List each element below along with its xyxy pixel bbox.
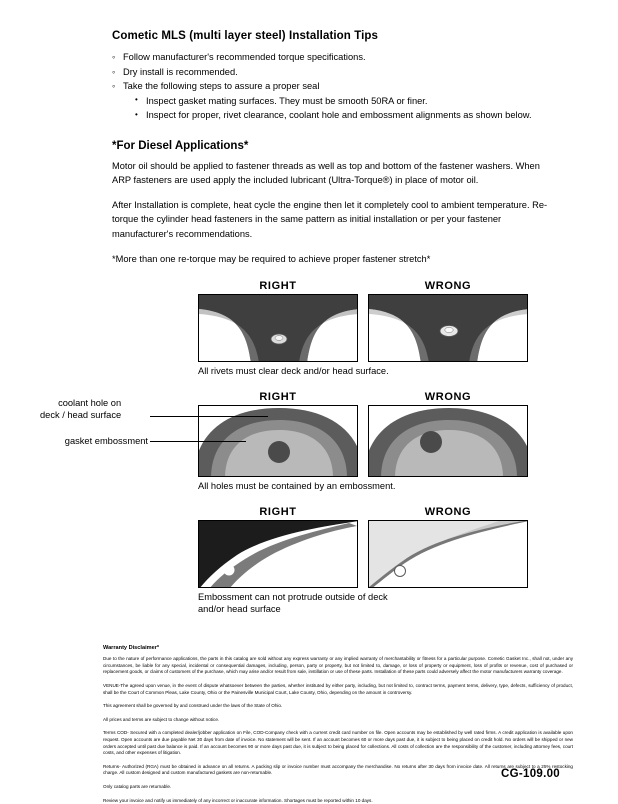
figure-caption-rivets: All rivets must clear deck and/or head surface. bbox=[198, 366, 389, 377]
figure-right-image-embossment bbox=[198, 520, 358, 588]
figure-caption-embossment-line2: and/or head surface bbox=[198, 604, 281, 615]
list-item-label: Inspect gasket mating surfaces. They must be smooth 50RA or finer. bbox=[146, 95, 428, 106]
diesel-paragraph-2: After Installation is complete, heat cycle the engine then let it completely cool to ambient temperature. Re-torque the cylinder head fasteners in the same pattern as initial installation or per your fastener manufacturer's recommendations. bbox=[112, 200, 548, 239]
list-item-label: Take the following steps to assure a proper seal bbox=[123, 81, 320, 91]
figure-wrong-label: WRONG bbox=[424, 391, 472, 404]
figure-group-embossment bbox=[198, 506, 528, 615]
list-item-label: Follow manufacturer's recommended torque specifications. bbox=[123, 52, 366, 62]
warranty-paragraph: Due to the nature of performance applications, the parts in this catalog are sold without any express warranty or any implied warranty of merchantability or fitness for a particular purpose. Cometic Gasket Inc., shall not, under any circumstances, be liable for any special, incidental or consequential damages, including, person, party or property, but not limited to, damage, or loss of property or equipment, loss of profits or revenue, cost of purchased or replacement goods, or claims of customers of the purchase, which may arise and/or result from sale, instillation or use of these parts. Installation of these parts could adversely affect the motor manufacturers warranty coverage. bbox=[103, 656, 573, 675]
warranty-paragraph: VENUE-The agreed upon venue, in the event of dispute whatsoever between the parties, whether instituted by either party, including, but not limited to, contract terms, payment terms, delivery, type, defects, sufficiency of product, shall be the Court of Common Pleas, Lake County, Ohio or the Painesville Municipal Court, Lake County, Ohio, depending on the amount in controversy. bbox=[103, 683, 573, 695]
warranty-heading: Warranty Disclaimer* bbox=[103, 645, 160, 652]
figure-wrong-label: WRONG bbox=[424, 506, 472, 519]
figure-caption-embossment-line1: Embossment can not protrude outside of deck bbox=[198, 592, 388, 603]
coolant-hole-wrong-illustration bbox=[369, 406, 528, 477]
figure-right-label: RIGHT bbox=[259, 280, 297, 293]
dot-bullet-icon: • bbox=[135, 109, 138, 119]
circle-bullet-icon: ◦ bbox=[112, 81, 116, 91]
warranty-paragraph: Terms COD- Secured with a completed dealer/jobber application on File, COD-Company check with a current credit card number on file. Open accounts may be established by well rated firms. A credit application is available upon request. Open accounts are due payable Net 30 days from date of invoice. No statement will be sent. If an account becomes 60 or more days past due, it is subject to being placed on credit hold. No orders will be shipped or new orders accepted until past due balance is paid. If an account becomes 90 or more days past due, it is subject to being placed for collections. All costs of collection are the responsibility of the customer, including attorney fees, court costs, and other expenses of litigation. bbox=[103, 730, 573, 756]
callout-leader-line-1 bbox=[150, 416, 268, 417]
callout-coolant-hole: coolant hole on deck / head surface bbox=[40, 398, 122, 421]
figure-wrong-image-holes bbox=[368, 405, 528, 477]
figure-row bbox=[198, 294, 528, 362]
dot-bullet-icon: • bbox=[135, 95, 138, 104]
document-number: CG-109.00 bbox=[501, 768, 560, 780]
list-item bbox=[135, 108, 578, 123]
figure-labels bbox=[198, 391, 528, 403]
figure-wrong-image-embossment bbox=[368, 520, 528, 588]
figure-right-label: RIGHT bbox=[259, 506, 297, 519]
rivet-wrong-illustration bbox=[369, 295, 528, 362]
figure-group-holes bbox=[40, 391, 528, 492]
figure-right-image-rivets bbox=[198, 294, 358, 362]
figure-group-rivets bbox=[198, 280, 528, 377]
list-item bbox=[112, 50, 578, 65]
figure-labels bbox=[198, 506, 528, 518]
embossment-right-illustration bbox=[199, 521, 358, 588]
diesel-section-heading: *For Diesel Applications* bbox=[112, 139, 249, 152]
list-item bbox=[112, 65, 578, 80]
figure-caption-holes: All holes must be contained by an embossment. bbox=[198, 481, 396, 492]
rivet-right-illustration bbox=[199, 295, 358, 362]
figure-right-label: RIGHT bbox=[259, 391, 297, 404]
installation-tips-list bbox=[112, 50, 578, 123]
warranty-disclaimer-section bbox=[103, 645, 573, 804]
warranty-paragraph: All prices and terms are subject to change without notice. bbox=[103, 716, 220, 722]
installation-sub-list bbox=[135, 94, 578, 123]
figure-row bbox=[198, 520, 528, 588]
callout-gasket-embossment: gasket embossment bbox=[64, 436, 148, 447]
list-item bbox=[135, 94, 578, 109]
page-title: Cometic MLS (multi layer steel) Installation Tips bbox=[112, 30, 379, 42]
diesel-paragraph-3: *More than one re-torque may be required to achieve proper fastener stretch* bbox=[112, 253, 431, 264]
warranty-paragraph: This agreement shall be governed by and construed under the laws of the State of Ohio. bbox=[103, 703, 283, 709]
circle-bullet-icon: ◦ bbox=[112, 66, 116, 77]
warranty-paragraph: Only catalog parts are returnable. bbox=[103, 784, 172, 789]
figure-wrong-label: WRONG bbox=[424, 280, 472, 293]
warranty-paragraph: Review your invoice and notify us immediately of any incorrect or inaccurate information. Shortages must be reported within 10 days. bbox=[103, 797, 373, 803]
list-item-label: Dry install is recommended. bbox=[123, 66, 238, 77]
embossment-wrong-illustration bbox=[369, 521, 528, 588]
list-item-label: Inspect for proper, rivet clearance, coolant hole and embossment alignments as shown below. bbox=[146, 110, 532, 120]
figure-labels bbox=[198, 280, 528, 292]
list-item bbox=[112, 79, 578, 123]
diesel-paragraph-1: Motor oil should be applied to fastener threads as well as top and bottom of the fastener washers. When ARP fasteners are used apply the included lubricant (Ultra-Torque®) in place of motor oil. bbox=[112, 160, 540, 185]
circle-bullet-icon: ◦ bbox=[112, 52, 116, 62]
figure-section bbox=[40, 280, 578, 615]
callout-leader-line-2 bbox=[150, 441, 246, 442]
figure-wrong-image-rivets bbox=[368, 294, 528, 362]
warranty-paragraph: Returns- Authorized (RGA) must be obtained in advance on all returns. A packing slip or invoice number must accompany the merchandise. No returns after 30 days from invoice date. All returns are subject to a 25% restocking charge. All custom designed and custom manufactured gaskets are non-returnable. bbox=[103, 763, 573, 776]
